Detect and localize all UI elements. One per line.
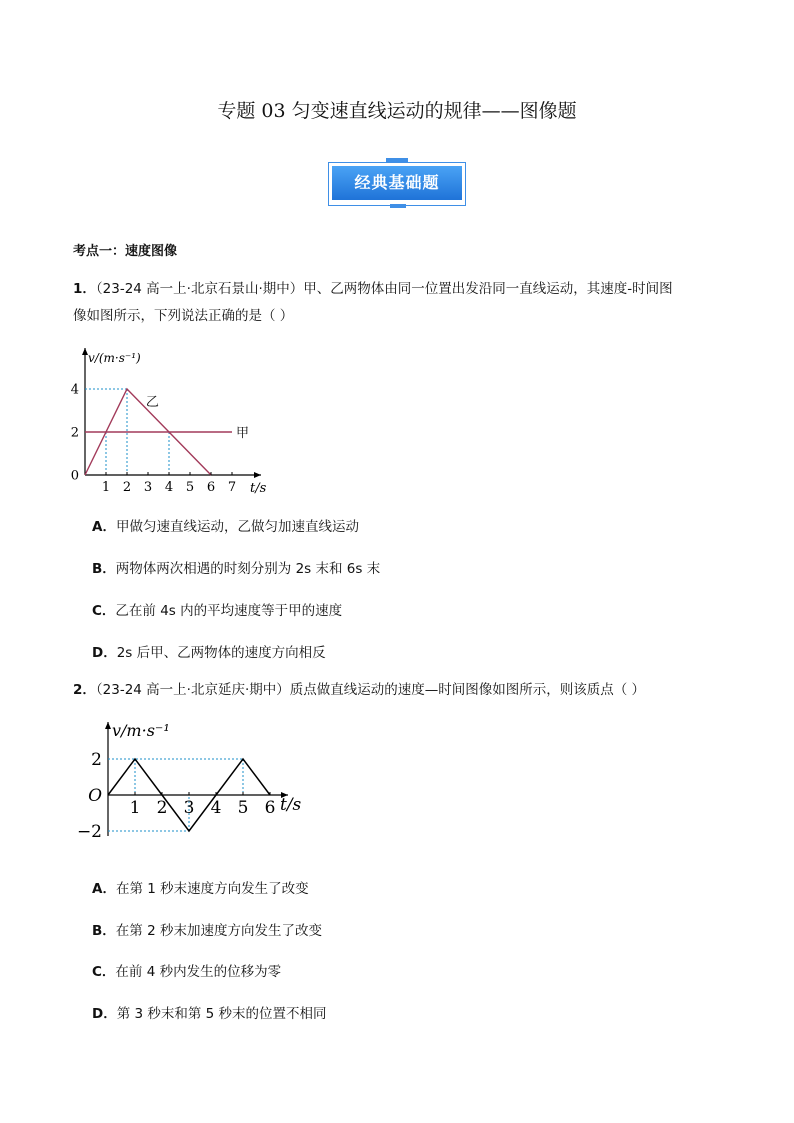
x-tick-label: 2 [122,480,132,495]
option-text: 在前 4 秒内发生的位移为零 [115,964,282,980]
option-letter: D． [92,645,117,661]
question-stem: 质点做直线运动的速度—时间图像如图所示，则该质点（ ） [289,682,646,698]
option-text: 甲做匀速直线运动，乙做匀加速直线运动 [115,519,359,535]
option-text: 乙在前 4s 内的平均速度等于甲的速度 [115,603,343,619]
option-letter: A． [92,881,116,897]
x-tick-label: 5 [237,798,249,818]
page-title: 专题 03 匀变速直线运动的规律——图像题 [217,100,577,122]
x-tick-label: 2 [156,798,168,818]
question-number: 1． [73,281,96,297]
option-text: 在第 1 秒末速度方向发生了改变 [115,881,309,897]
question-2-option-d[interactable] [92,1002,327,1022]
option-text: 2s 后甲、乙两物体的速度方向相反 [116,645,326,661]
x-tick-label: 6 [206,480,216,495]
velocity-time-chart-1 [66,344,276,496]
question-2-option-a[interactable] [92,877,309,897]
y-tick-label: 4 [70,382,79,398]
question-source: （23-24 高一上·北京延庆·期中） [95,682,290,698]
option-letter: C． [92,603,116,619]
question-1-line-1 [73,276,733,303]
question-2-option-c[interactable] [92,960,281,980]
x-tick-label: 3 [183,798,195,818]
question-1-line-2: 像如图所示，下列说法正确的是（ ） [73,308,294,324]
question-1-text [73,276,733,330]
section-badge [328,158,470,210]
option-text: 两物体两次相遇的时刻分别为 2s 末和 6s 末 [115,561,381,577]
y-tick-label: 2 [91,749,102,770]
option-letter: D． [92,1006,117,1022]
x-tick-label: 4 [164,480,174,495]
x-tick-label: 6 [264,798,276,818]
question-source: （23-24 高一上·北京石景山·期中） [95,281,304,297]
option-text: 第 3 秒末和第 5 秒末的位置不相同 [116,1006,327,1022]
x-tick-label: 4 [210,798,222,818]
y-tick-label: 0 [70,468,79,484]
origin-label: O [88,786,102,806]
question-2-text [73,677,733,704]
badge-decoration [390,204,406,208]
x-tick-label: 3 [143,480,153,495]
option-letter: C． [92,964,116,980]
x-axis-label: t/s [250,481,267,496]
x-axis-arrow [254,472,261,478]
option-letter: B． [92,923,116,939]
velocity-time-chart-2 [76,718,320,846]
question-stem: 甲、乙两物体由同一位置出发沿同一直线运动，其速度-时间图 [303,281,673,297]
question-1-option-a[interactable] [92,515,359,535]
series-label: 甲 [236,426,250,441]
y-axis-arrow [105,722,111,729]
option-letter: B． [92,561,116,577]
section-heading: 考点一：速度图像 [73,244,178,259]
question-number: 2． [73,682,96,698]
badge-decoration [386,158,408,162]
question-2-option-b[interactable] [92,919,322,939]
option-text: 在第 2 秒末加速度方向发生了改变 [115,923,322,939]
y-tick-label: 2 [70,425,79,441]
x-tick-label: 7 [227,480,237,495]
x-axis-label: t/s [280,795,302,815]
y-axis-label: v/(m·s⁻¹) [88,351,141,365]
y-axis-label: v/m·s⁻¹ [112,721,170,740]
option-letter: A． [92,519,116,535]
question-1-option-c[interactable] [92,599,342,619]
x-tick-label: 5 [185,480,195,495]
question-1-option-d[interactable] [92,641,326,661]
badge-label: 经典基础题 [332,166,462,200]
x-tick-label: 1 [101,480,111,495]
y-tick-label: −2 [76,821,102,842]
series-label: 乙 [145,395,159,411]
question-1-option-b[interactable] [92,557,380,577]
x-tick-label: 1 [129,798,141,818]
